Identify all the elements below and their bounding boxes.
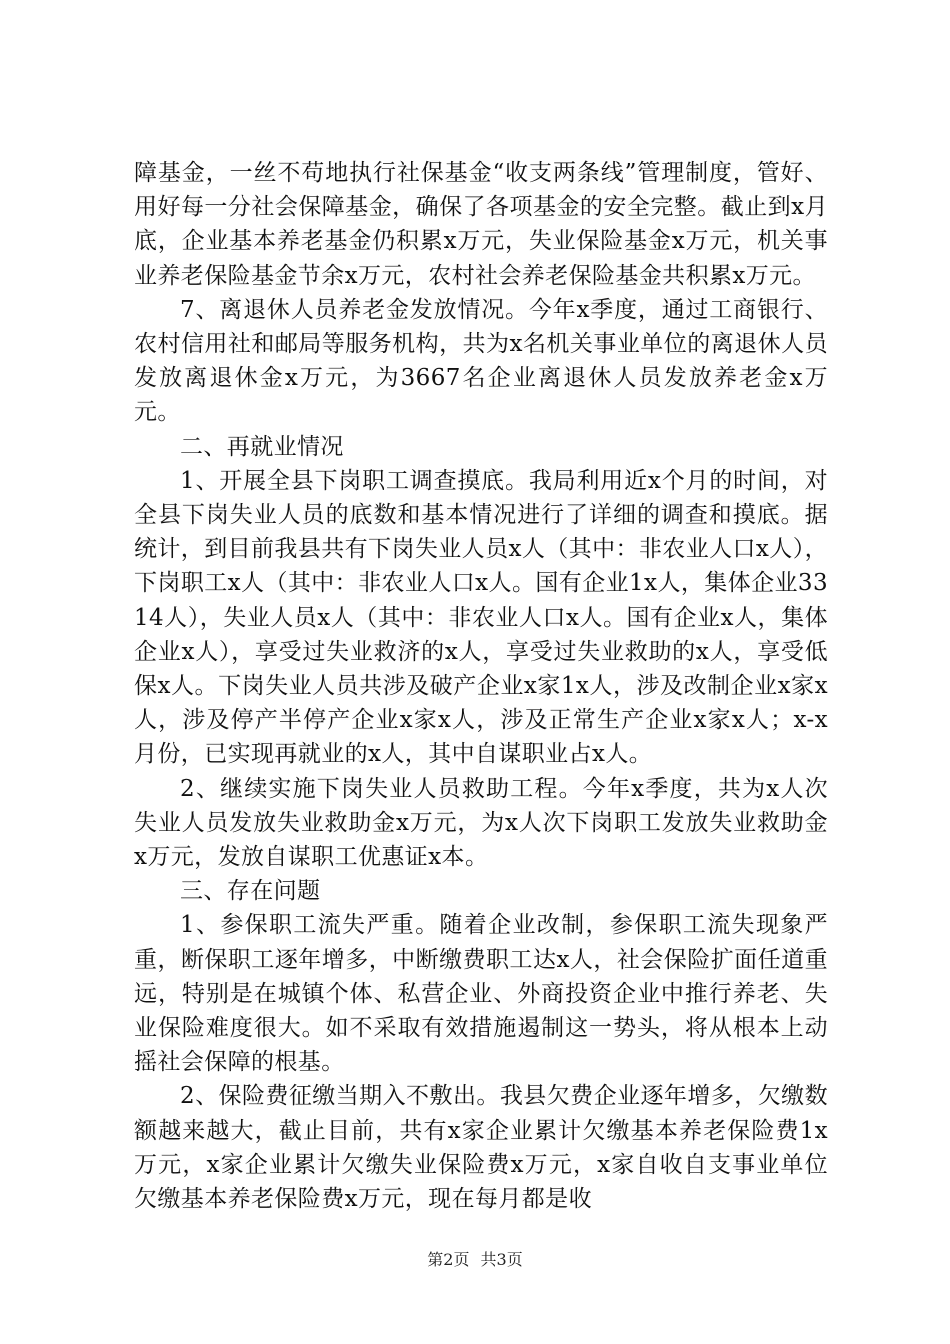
- document-body: [134, 156, 828, 1216]
- page-number: 第2页: [427, 1250, 470, 1269]
- paragraph-6: 2、保险费征缴当期入不敷出。我县欠费企业逐年增多，欠缴数额越来越大，截止目前，共有x家企业累计欠缴基本养老保险费1x万元，x家企业累计欠缴失业保险费x万元，x家自收自支事业单位欠缴基本养老保险费x万元，现在每月都是收: [134, 1083, 828, 1213]
- section-heading-reemployment: 二、再就业情况: [180, 433, 344, 460]
- paragraph-2: 7、离退休人员养老金发放情况。今年x季度，通过工商银行、农村信用社和邮局等服务机构，共为x名机关事业单位的离退休人员发放离退休金x万元，为3667名企业离退休人员发放养老金x万元。: [134, 296, 828, 426]
- section-heading-problems: 三、存在问题: [180, 878, 321, 905]
- paragraph-1: 障基金，一丝不苟地执行社保基金“收支两条线”管理制度，管好、用好每一分社会保障基金，确保了各项基金的安全完整。截止到x月底，企业基本养老基金仍积累x万元，失业保险基金x万元，机关事业养老保险基金节余x万元，农村社会养老保险基金共积累x万元。: [134, 160, 828, 289]
- paragraph-5: 1、参保职工流失严重。随着企业改制，参保职工流失现象严重，断保职工逐年增多，中断缴费职工达x人，社会保险扩面任道重远，特别是在城镇个体、私营企业、外商投资企业中推行养老、失业保险难度很大。如不采取有效措施遏制这一势头，将从根本上动摇社会保障的根基。: [134, 912, 828, 1076]
- page-footer: [0, 1250, 950, 1270]
- page-total: 共3页: [480, 1250, 523, 1269]
- paragraph-4: 2、继续实施下岗失业人员救助工程。今年x季度，共为x人次失业人员发放失业救助金x万元，为x人次下岗职工发放失业救助金x万元，发放自谋职工优惠证x本。: [134, 775, 828, 871]
- paragraph-3: 1、开展全县下岗职工调查摸底。我局利用近x个月的时间，对全县下岗失业人员的底数和基本情况进行了详细的调查和摸底。据统计，到目前我县共有下岗失业人员x人（其中：非农业人口x人），下岗职工x人（其中：非农业人口x人。国有企业1x人，集体企业3314人），失业人员x人（其中：非农业人口x人。国有企业x人，集体企业x人），享受过失业救济的x人，享受过失业救助的x人，享受低保x人。下岗失业人员共涉及破产企业x家1x人，涉及改制企业x家x人，涉及停产半停产企业x家x人，涉及正常生产企业x家x人；x-x月份，已实现再就业的x人，其中自谋职业占x人。: [134, 467, 828, 768]
